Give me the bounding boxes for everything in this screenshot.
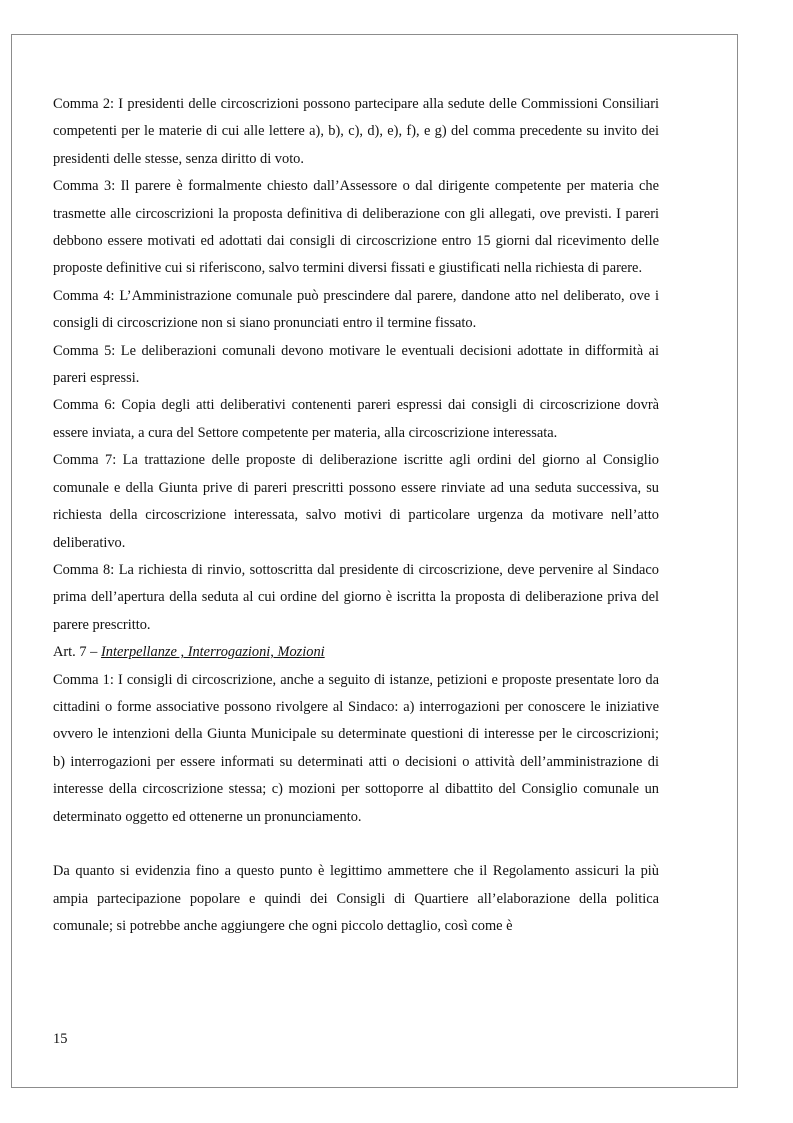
paragraph-spacer bbox=[53, 831, 659, 858]
paragraph-comma-8: Comma 8: La richiesta di rinvio, sottoscritta dal presidente di circoscrizione, deve pervenire al Sindaco prima dell’apertura della seduta al cui ordine del giorno è iscritta la proposta di deliberazione priva del parere prescritto. bbox=[53, 561, 659, 633]
document-body bbox=[53, 91, 659, 941]
paragraph-comma-5: Comma 5: Le deliberazioni comunali devono motivare le eventuali decisioni adottate in difformità ai pareri espressi. bbox=[53, 342, 659, 387]
paragraph-closing: Da quanto si evidenzia fino a questo punto è legittimo ammettere che il Regolamento assicuri la più ampia partecipazione popolare e quindi dei Consigli di Quartiere all’elaborazione della politica comunale; si potrebbe anche aggiungere che ogni piccolo dettaglio, così come è bbox=[53, 863, 659, 935]
article-heading bbox=[53, 639, 659, 666]
paragraph-comma-6: Comma 6: Copia degli atti deliberativi contenenti pareri espressi dai consigli di circoscrizione dovrà essere inviata, a cura del Settore competente per materia, alla circoscrizione interessata. bbox=[53, 397, 659, 441]
paragraph-comma-4: Comma 4: L’Amministrazione comunale può prescindere dal parere, dandone atto nel deliberato, ove i consigli di circoscrizione non si siano pronunciati entro il termine fissato. bbox=[53, 287, 659, 332]
article-heading-prefix: Art. 7 – bbox=[53, 644, 101, 661]
paragraph-article-comma-1: Comma 1: I consigli di circoscrizione, anche a seguito di istanze, petizioni e proposte presentate loro da cittadini o forme associative possono rivolgere al Sindaco: a) interrogazioni per conoscere le iniziative ovvero le intenzioni della Giunta Municipale su determinate questioni di interesse per le circoscrizioni; b) interrogazioni per essere informati su determinati atti o decisioni o attività dell’amministrazione di interesse della circoscrizione stessa; c) mozioni per sottoporre al dibattito del Consiglio comunale un determinato oggetto ed ottenerne un pronunciamento. bbox=[53, 671, 659, 825]
article-heading-title: Interpellanze , Interrogazioni, Mozioni bbox=[100, 644, 325, 661]
page-number: 15 bbox=[53, 1031, 68, 1047]
paragraph-comma-3: Comma 3: Il parere è formalmente chiesto dall’Assessore o dal dirigente competente per materia che trasmette alle circoscrizioni la proposta definitiva di deliberazione con gli allegati, ove previsti. I pareri debbono essere motivati ed adottati dai consigli di circoscrizione entro 15 giorni dal ricevimento delle proposte definitive cui si riferiscono, salvo termini diversi fissati e giustificati nella richiesta di parere. bbox=[53, 178, 659, 277]
paragraph-comma-2: Comma 2: I presidenti delle circoscrizioni possono partecipare alla sedute delle Commissioni Consiliari competenti per le materie di cui alle lettere a), b), c), d), e), f), e g) del comma precedente su invito dei presidenti delle stesse, senza diritto di voto. bbox=[53, 96, 659, 167]
paragraph-comma-7: Comma 7: La trattazione delle proposte di deliberazione iscritte agli ordini del giorno al Consiglio comunale e della Giunta prive di pareri prescritti possono essere rinviate ad una seduta successiva, su richiesta della circoscrizione interessata, salvo motivi di particolare urgenza da motivare nell’atto deliberativo. bbox=[53, 452, 659, 551]
